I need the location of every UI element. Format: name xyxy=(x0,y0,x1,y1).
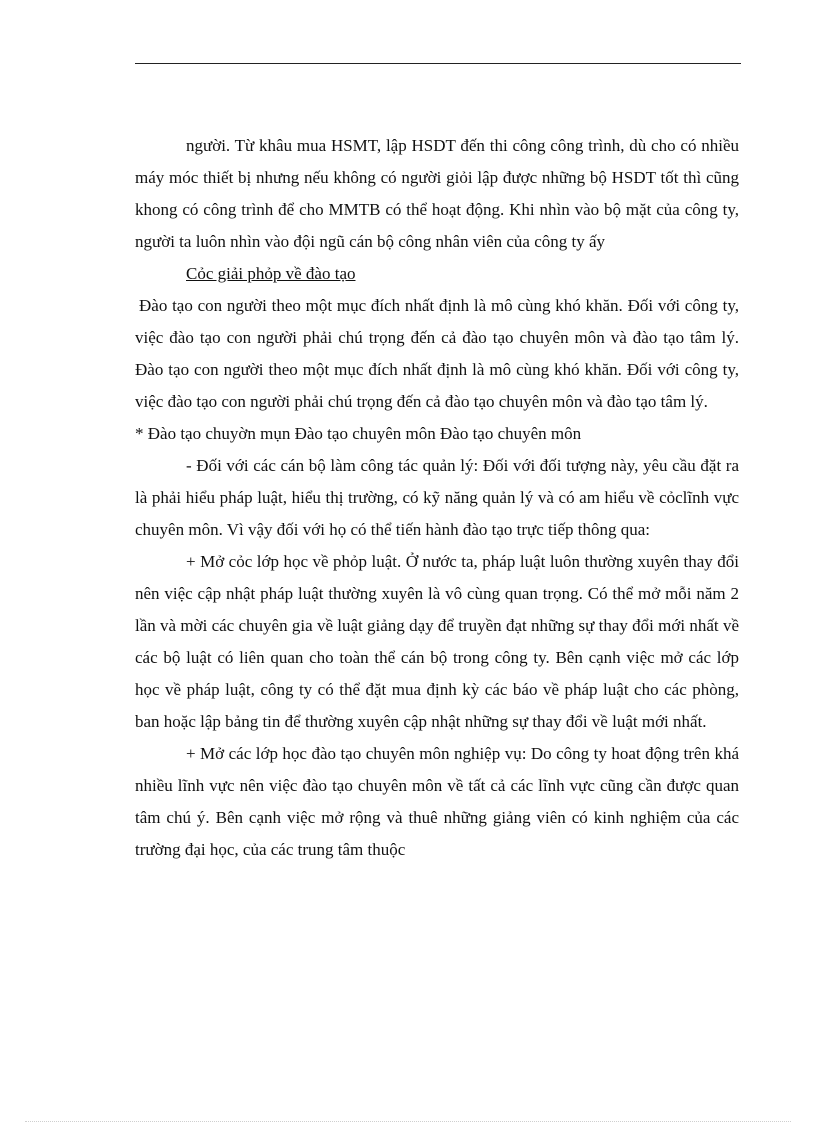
section-heading-training-solutions: Cỏc giải phỏp về đào tạo xyxy=(186,264,356,283)
document-body xyxy=(135,130,739,866)
paragraph-managers: - Đối với các cán bộ làm công tác quản lý: Đối với đối tượng này, yêu cầu đặt ra là phải hiểu pháp luật, hiểu thị trường, có kỹ năng quản lý và có am hiểu về cỏclĩnh vực chuyên môn. Vì vậy đối với họ có thể tiến hành đào tạo trực tiếp thông qua: xyxy=(135,456,739,539)
paragraph-law-classes: + Mở cỏc lớp học về phỏp luật. Ở nước ta, pháp luật luôn thường xuyên thay đổi nên việc cập nhật pháp luật thường xuyên là vô cùng quan trọng. Có thể mở mỗi năm 2 lần và mời các chuyên gia về luật giảng dạy để truyền đạt những sự thay đổi mới nhất về các bộ luật có liên quan cho toàn thể cán bộ trong công ty. Bên cạnh việc mở các lớp học về pháp luật, công ty có thể đặt mua định kỳ các báo về pháp luật cho các phòng, ban hoặc lập bảng tin để thường xuyên cập nhật những sự thay đổi về luật mới nhất. xyxy=(135,552,739,731)
header-rule xyxy=(135,63,741,64)
subheading-professional-training: * Đào tạo chuyờn mụn Đào tạo chuyên môn Đào tạo chuyên môn xyxy=(135,424,582,443)
paragraph-training-overview: Đào tạo con người theo một mục đích nhất định là mô cùng khó khăn. Đối với công ty, việc đào tạo con người phải chú trọng đến cả đào tạo chuyên môn và đào tạo tâm lý. Đào tạo con người theo một mục đích nhất định là mô cùng khó khăn. Đối với công ty, việc đào tạo con người phải chú trọng đến cả đào tạo chuyên môn và đào tạo tâm lý. xyxy=(135,296,739,411)
paragraph-intro: người. Từ khâu mua HSMT, lập HSDT đến thi công công trình, dù cho có nhiều máy móc thiết bị nhưng nếu không có người giỏi lập được những bộ HSDT tốt thì cũng khong có công trình để cho MMTB có thể hoạt động. Khi nhìn vào bộ mặt của công ty, người ta luôn nhìn vào đội ngũ cán bộ công nhân viên của công ty ấy xyxy=(135,136,739,251)
paragraph-professional-classes: + Mở các lớp học đào tạo chuyên môn nghiệp vụ: Do công ty hoat động trên khá nhiều lĩnh vực nên việc đào tạo chuyên môn về tất cả các lĩnh vực cũng cần được quan tâm chú ý. Bên cạnh việc mở rộng và thuê những giảng viên có kinh nghiệm của các trường đại học, của các trung tâm thuộc xyxy=(135,744,739,859)
page-bottom-border xyxy=(25,1121,791,1122)
